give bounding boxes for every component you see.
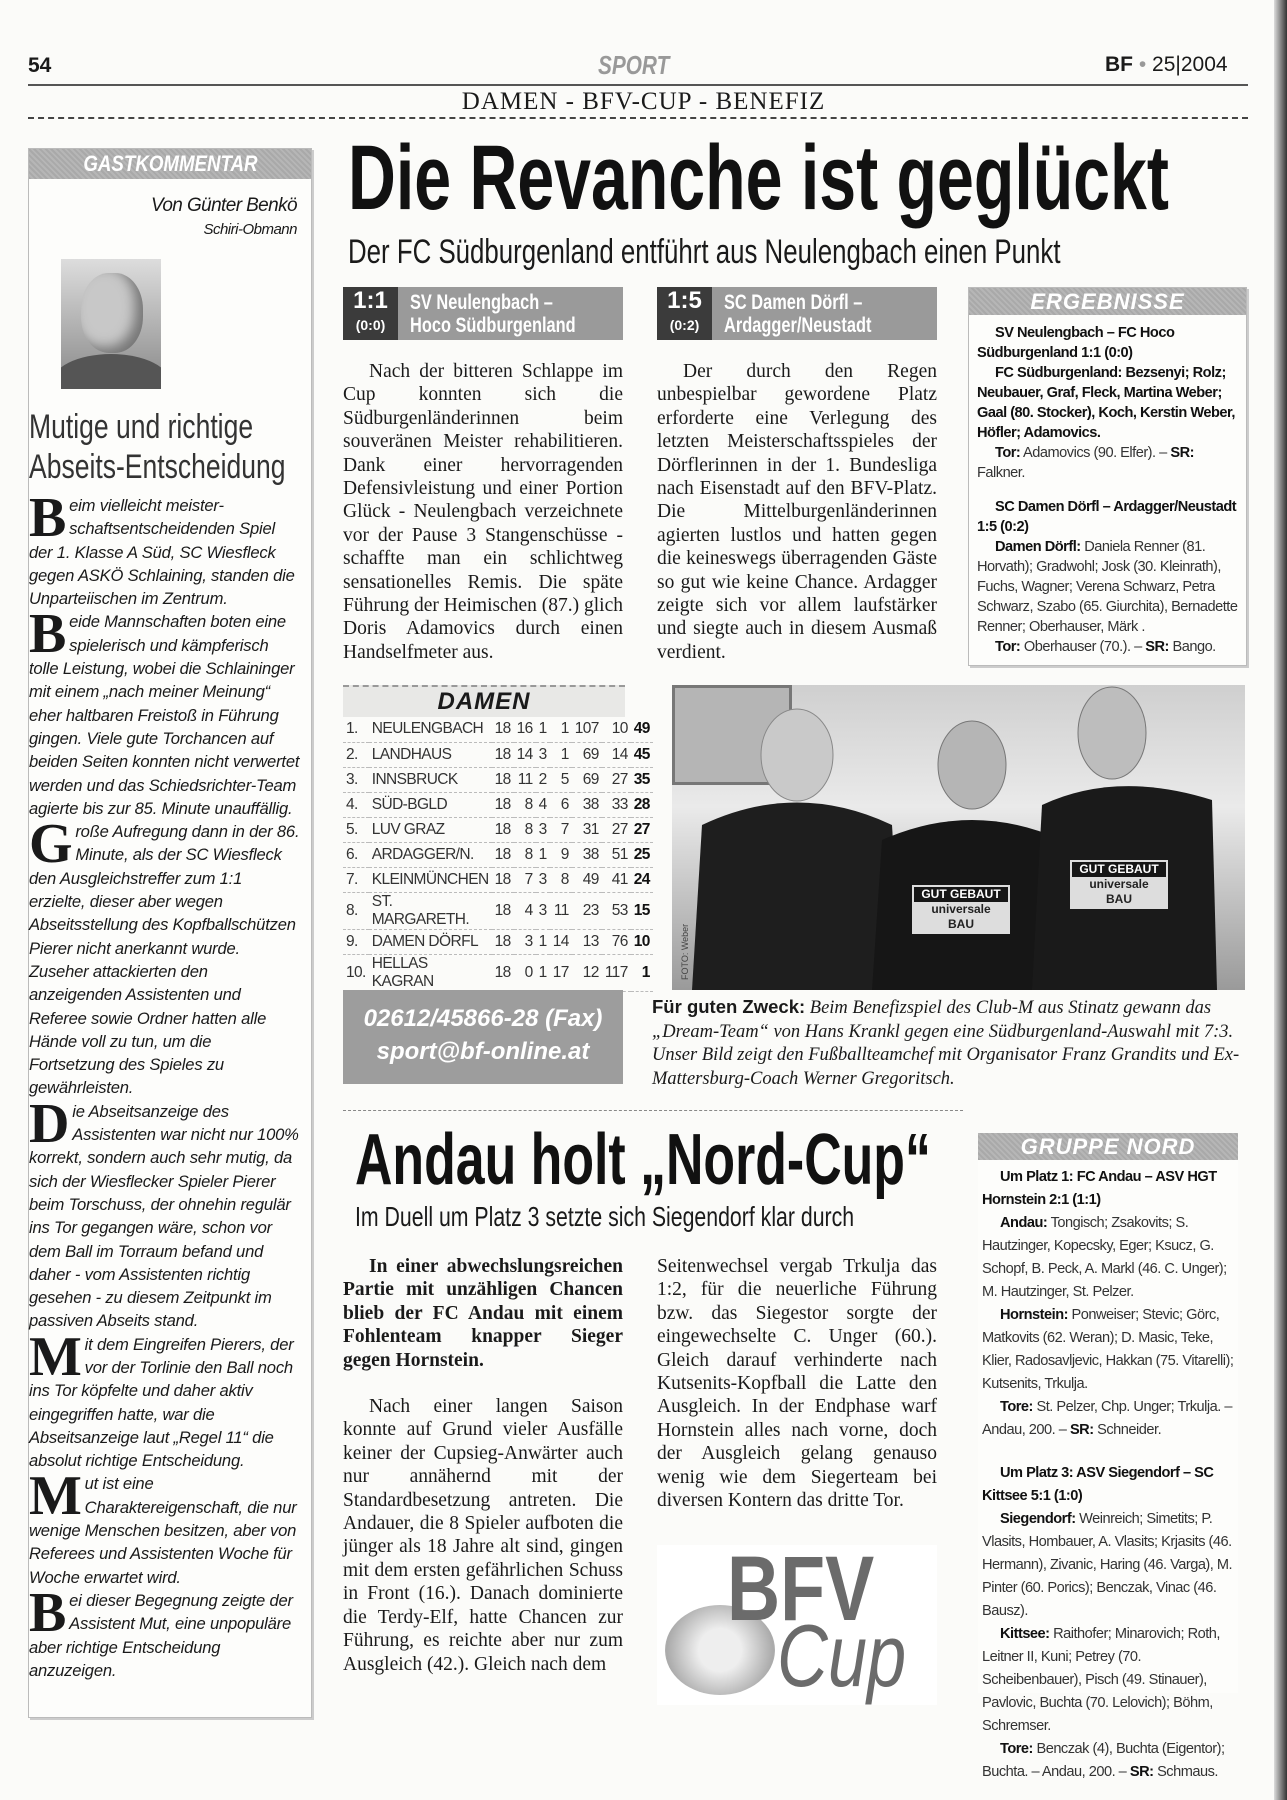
commentary-author: Von Günter Benkö (150, 195, 297, 216)
publication-name: BF (1105, 53, 1133, 76)
caption-text: Beim Benefizspiel des Club-M aus Stinatz gewann das „Dream-Team“ von Hans Krankl gegen eine Südburgenland-Auswahl mit 7:3. Unser Bild zeigt den Fußballteamchef mit Organisator Franz Grandits und Ex-Mattersburg-Coach Werner Gregoritsch. (652, 998, 1240, 1089)
standings-cell: 41 (602, 867, 631, 892)
standings-cell: 8 (514, 817, 536, 842)
cup-subheadline: Im Duell um Platz 3 setzte sich Siegendorf klar durch (355, 1201, 855, 1232)
results-game1-title: SV Neulengbach – FC Hoco Südburgenland 1:1 (0:0) (977, 325, 1175, 361)
standings-cell: 69 (572, 742, 602, 767)
standings-row (343, 892, 653, 929)
standings-cell: 7. (343, 867, 369, 892)
standings-cell: 0 (514, 954, 536, 991)
standings-cell: 2. (343, 742, 369, 767)
standings-cell: 35 (631, 767, 653, 792)
shirt-sponsor-2: GUT GEBAUT universale BAU (1070, 860, 1168, 909)
standings-cell: 1 (536, 842, 550, 867)
standings-cell: 13 (572, 929, 602, 954)
standings-cell: 1. (343, 717, 369, 742)
commentary-paragraph: Mit dem Eingreifen Pierers, der vor der Torlinie den Ball noch ins Tor köpfelte und daher aktiv eingegriffen hatte, war die Abseitsanzeige laut „Regel 11“ die absolut richtige Entscheidung. (29, 1325, 294, 1471)
standings-cell: 8 (514, 842, 536, 867)
standings-cell: 27 (602, 817, 631, 842)
standings-rows (343, 717, 653, 992)
drop-cap: B (29, 603, 67, 666)
guest-commentary (28, 148, 312, 1718)
results-game1-lineup: FC Südburgenland: Bezsenyi; Rolz; Neubauer, Graf, Fleck, Martina Weber; Gaal (80. Stocker), Koch, Kerstin Weber, Höfler; Adamovics. (977, 365, 1235, 441)
author-photo (61, 259, 161, 389)
standings-cell: 2 (536, 767, 550, 792)
group-game2-team2: Kittsee: Raithofer; Minarovich; Roth, Leitner II, Kuni; Petrey (70. Scheibenbauer), Pisch (49. Stinauer), Pavlovic, Buchta (70. Lelovich); Böhm, Schremser. (982, 1626, 1220, 1734)
standings-cell: SÜD-BGLD (369, 792, 492, 817)
group-game2-goals: Tore: Benczak (4), Buchta (Eigentor); Buchta. – Andau, 200. – SR: Schmaus. (982, 1741, 1225, 1780)
standings-row (343, 842, 653, 867)
commentary-paragraph: Bei dieser Begegnung zeigte der Assistent Mut, eine unpopuläre aber richtige Entscheidung anzuzeigen. (29, 1581, 293, 1680)
standings-cell: 5. (343, 817, 369, 842)
match2-score: 1:5 (0:2) (657, 287, 712, 340)
standings-cell: 10 (602, 717, 631, 742)
issue-info (1105, 53, 1228, 77)
results-game2-lineup: Damen Dörfl: Daniela Renner (81. Horvath); Gradwohl; Josk (30. Kleinrath), Fuchs, Wagner; Verena Schwarz, Petra Schwarz, Szabo (65. Giurchita), Bernadette Renner; Oberhauser, Märk . (977, 539, 1238, 635)
standings-cell: 45 (631, 742, 653, 767)
results-game2-title: SC Damen Dörfl – Ardagger/Neustadt 1:5 (0:2) (977, 499, 1237, 535)
standings-cell: 14 (550, 929, 572, 954)
standings-cell: 4 (514, 892, 536, 929)
standings-cell: 27 (602, 767, 631, 792)
group-game2-title: Um Platz 3: ASV Siegendorf – SC Kittsee 5:1 (1:0) (982, 1465, 1214, 1504)
standings-cell: 18 (492, 767, 514, 792)
standings-cell: 12 (572, 954, 602, 991)
benefit-photo (672, 685, 1245, 990)
standings-cell: 5 (550, 767, 572, 792)
standings-cell: 18 (492, 792, 514, 817)
bullet: • (1138, 53, 1153, 76)
issue-number: 25 (1152, 53, 1176, 76)
results-box (968, 287, 1247, 666)
standings-cell: 3 (536, 817, 550, 842)
standings-row (343, 717, 653, 742)
results-game1-goals: Tor: Adamovics (90. Elfer). – SR: Falkner. (977, 445, 1194, 481)
contact-email[interactable]: sport@bf-online.at (376, 1038, 590, 1065)
standings-row (343, 817, 653, 842)
standings-cell: 3. (343, 767, 369, 792)
standings-cell: 3 (536, 742, 550, 767)
standings-row (343, 792, 653, 817)
standings-cell: 9. (343, 929, 369, 954)
standings-cell: 6. (343, 842, 369, 867)
match1-score: 1:1 (0:0) (343, 287, 398, 340)
standings-cell: 7 (514, 867, 536, 892)
standings-row (343, 954, 653, 991)
standings-cell: 49 (631, 717, 653, 742)
cup-text-col2: Seitenwechsel vergab Trkulja das 1:2, für die neuerliche Führung bzw. das Siegestor sorgte der eingewechselte C. Unger (60.). Gleich darauf verhinderte nach Kutsenits-Kopfball die Latte den Ausgleich. In der Endphase warf Hornstein alles nach vorne, doch der Ausgleich gelang genauso wenig wie dem Siegerteam bei diversen Kontern das dritte Tor. (657, 1256, 937, 1512)
issue-separator: | (1175, 53, 1181, 76)
standings-cell: 1 (550, 717, 572, 742)
standings-cell: 14 (602, 742, 631, 767)
issue-year: 2004 (1180, 53, 1228, 76)
match2-teams: SC Damen Dörfl – Ardagger/Neustadt (724, 291, 872, 337)
standings-cell: 15 (631, 892, 653, 929)
standings-cell: LUV GRAZ (369, 817, 492, 842)
commentary-author-role: Schiri-Obmann (203, 221, 297, 238)
standings-cell: 18 (492, 717, 514, 742)
cup-body-1: Nach einer langen Saison konnte auf Grund vieler Ausfälle keiner der Cupsieg-Anwärter auch nur annähernd mit der Standardbesetzung antreten. Die Andauer, die 8 Spieler aufboten die jünger als 18 Jahre alt sind, gingen mit dem ersten gefährlichen Schuss in Front (16.). Danach dominierte die Terdy-Elf, hatte Chancen zur Führung, es reichte aber nur zum Ausgleich (42.). Gleich nach dem (343, 1396, 623, 1675)
standings-row (343, 867, 653, 892)
standings-cell: ARDAGGER/N. (369, 842, 492, 867)
standings-cell: 7 (550, 817, 572, 842)
author-face (81, 273, 143, 353)
group-north-box (978, 1133, 1238, 1780)
standings-cell: NEULENGBACH (369, 717, 492, 742)
standings-cell: 4 (536, 792, 550, 817)
standings-cell: 14 (514, 742, 536, 767)
standings-cell: 24 (631, 867, 653, 892)
topics-line: DAMEN - BFV-CUP - BENEFIZ (461, 88, 826, 115)
standings-cell: 49 (572, 867, 602, 892)
commentary-headline (29, 407, 313, 487)
section-title-text: SPORT (598, 50, 670, 80)
standings-cell: LANDHAUS (369, 742, 492, 767)
standings-cell: ST. MARGARETH. (369, 892, 492, 929)
standings-table (343, 685, 650, 992)
commentary-paragraph: Beim vielleicht meister-schaftsentscheidenden Spiel der 1. Klasse A Süd, SC Wiesfleck gegen ASKÖ Schlaining, standen die Unparteiischen im Zentrum. (29, 487, 295, 609)
standings-cell: 107 (572, 717, 602, 742)
commentary-headline-line2: Abseits-Entscheidung (29, 448, 286, 486)
match1-text: Nach der bitteren Schlappe im Cup konnten sich die Südburgenländerinnen beim souveränen Meister rehabilitieren. Dank einer hervorragenden Defensivleistung und einer Portion Glück - Neulengbach verzeichnete vor der Pause 3 Stangenschüsse - schaffte man ein schlichtweg sensationelles Remis. Die späte Führung der Heimischen (87.) glich Doris Adamovics durch einen Handselfmeter aus. (343, 361, 623, 663)
match2-header (657, 287, 937, 340)
drop-cap: B (29, 487, 67, 549)
match1-header (343, 287, 623, 340)
standings-cell: 53 (602, 892, 631, 929)
standings-row (343, 742, 653, 767)
standings-cell: 1 (550, 742, 572, 767)
caption-lead: Für guten Zweck: (652, 996, 806, 1017)
section-divider (343, 1110, 963, 1111)
drop-cap: B (29, 1581, 67, 1644)
standings-cell: 23 (572, 892, 602, 929)
standings-cell: 11 (514, 767, 536, 792)
commentary-paragraph: Die Abseitsanzeige des Assistenten war nicht nur 100% korrekt, sondern auch sehr mutig, da sich der Wiesflecker Spieler Pierer beim Torschuss, der ohnehin regulär ins Tor gegangen wäre, schon vor dem Ball im Torraum befand und daher - vom Assistenten richtig gesehen - zu diesem Zeitpunkt im passiven Abseits stand. (29, 1092, 299, 1331)
standings-cell: 3 (536, 867, 550, 892)
standings-cell: 18 (492, 817, 514, 842)
bfv-cup-logo (657, 1538, 937, 1705)
standings-cell: 33 (602, 792, 631, 817)
standings-cell: 18 (492, 842, 514, 867)
standings-cell: 16 (514, 717, 536, 742)
shirt-sponsor-1: GUT GEBAUT universale BAU (912, 885, 1010, 934)
standings-cell: 38 (572, 842, 602, 867)
standings-cell: 18 (492, 954, 514, 991)
standings-cell: 18 (492, 892, 514, 929)
standings-cell: 1 (536, 929, 550, 954)
cup-headline: Andau holt „Nord-Cup“ (355, 1120, 931, 1200)
commentary-label: GASTKOMMENTAR (29, 149, 311, 179)
drop-cap: M (29, 1325, 82, 1388)
standings-cell: 3 (536, 892, 550, 929)
logo-cup: Cup (777, 1606, 907, 1705)
contact-box (343, 990, 623, 1084)
standings-cell: 8 (514, 792, 536, 817)
results-game2-goals: Tor: Oberhauser (70.). – SR: Bango. (995, 639, 1216, 655)
photo-caption (652, 995, 1244, 1091)
standings-cell: 117 (602, 954, 631, 991)
standings-cell: 8 (550, 867, 572, 892)
section-title (598, 50, 687, 81)
standings-cell: 51 (602, 842, 631, 867)
logo-bfv: BFV (727, 1538, 875, 1640)
standings-title: DAMEN (343, 685, 625, 717)
cup-lead: In einer abwechslungsreichen Partie mit unzähligen Chancen blieb der FC Andau mit einem Fohlenteam knapper Sieger gegen Hornstein. (343, 1256, 623, 1371)
commentary-paragraph: Große Aufregung dann in der 86. Minute, als der SC Wiesfleck den Ausgleichstreffer zum 1:1 erzielte, dieser aber wegen Abseitsstellung des Kopfballschützen Pierer nicht anerkannt wurde. Zuseher attackierten den anzeigenden Assistenten und Referee sowie Ordner hatten alle Hände voll zu tun, um die Fortsetzung des Spieles zu gewährleisten. (29, 813, 300, 1098)
commentary-headline-line1: Mutige und richtige (29, 408, 254, 446)
group-game1-goals: Tore: St. Pelzer, Chp. Unger; Trkulja. – Andau, 200. – SR: Schneider. (982, 1399, 1232, 1438)
group-game1-team2: Hornstein: Ponweiser; Stevic; Görc, Matkovits (62. Weran); D. Masic, Teke, Klier, Radosavljevic, Hakkan (75. Vitarelli); Kutsenits, Trkulja. (982, 1307, 1234, 1392)
standings-cell: 38 (572, 792, 602, 817)
cup-text-col1 (343, 1255, 623, 1676)
standings-cell: 25 (631, 842, 653, 867)
standings-cell: INNSBRUCK (369, 767, 492, 792)
drop-cap: G (29, 813, 73, 876)
results-label: ERGEBNISSE (969, 288, 1246, 315)
commentary-paragraph: Mut ist eine Charaktereigenschaft, die nur wenige Menschen besitzen, aber von Referees und Assistenten Woche für Woche erwartet wird. (29, 1465, 297, 1587)
photo-people (672, 685, 1245, 990)
topics-rule (28, 117, 1248, 119)
standings-cell: 11 (550, 892, 572, 929)
standings-cell: 6 (550, 792, 572, 817)
drop-cap: D (29, 1092, 70, 1155)
standings-cell: 18 (492, 867, 514, 892)
header-rule (28, 84, 1248, 86)
standings-cell: 18 (492, 929, 514, 954)
standings-cell: 69 (572, 767, 602, 792)
contact-fax: 02612/45866-28 (Fax) (363, 1005, 603, 1032)
standings-cell: 1 (631, 954, 653, 991)
standings-cell: DAMEN DÖRFL (369, 929, 492, 954)
standings-row (343, 767, 653, 792)
group-game1-title: Um Platz 1: FC Andau – ASV HGT Hornstein 2:1 (1:1) (982, 1169, 1217, 1208)
photo-credit: FOTO: Weber (680, 923, 690, 980)
match2-text: Der durch den Regen unbespielbar gewordene Platz erforderte eine Verlegung des letzten Meisterschaftsspieles der Dörflerinnen in der 1. Bundesliga nach Eisenstadt auf den BFV-Platz. Die Mittelburgenländerinnen agierten lustlos und hatten gegen die keineswegs überragenden Gäste so gut wie keine Chance. Ardagger zeigte sich vor allem laufstärker und siegte auch in diesem Ausmaß verdient. (657, 361, 937, 663)
standings-cell: 1 (536, 717, 550, 742)
standings-cell: 3 (514, 929, 536, 954)
standings-cell: HELLAS KAGRAN (369, 954, 492, 991)
standings-cell: 10 (631, 929, 653, 954)
page-number: 54 (28, 54, 52, 77)
drop-cap: M (29, 1465, 82, 1528)
standings-cell: KLEINMÜNCHEN (369, 867, 492, 892)
group-game1-team1: Andau: Tongisch; Zsakovits; S. Hautzinger, Kopecsky, Eger; Ksucz, G. Schopf, B. Peck, A. Markl (46. C. Unger); M. Hautzinger, St. Pelzer. (982, 1215, 1227, 1300)
standings-cell: 27 (631, 817, 653, 842)
main-headline: Die Revanche ist geglückt (348, 127, 1169, 229)
standings-row (343, 929, 653, 954)
standings-cell: 1 (536, 954, 550, 991)
standings-cell: 28 (631, 792, 653, 817)
match1-teams: SV Neulengbach – Hoco Südburgenland (410, 291, 576, 337)
standings-cell: 8. (343, 892, 369, 929)
standings-cell: 4. (343, 792, 369, 817)
commentary-paragraph: Beide Mannschaften boten eine spielerisch und kämpferisch tolle Leistung, wobei die Schlaininger mit einem „nach meiner Meinung“ eher haltbaren Freistoß in Führung gingen. Viele gute Torchancen auf beiden Seiten konnten nicht verwertet werden und das Schiedsrichter-Team agierte bis zur 85. Minute unauffällig. (29, 603, 300, 818)
group-north-label: GRUPPE NORD (978, 1133, 1238, 1160)
author-shoulders (61, 354, 161, 389)
standings-cell: 10. (343, 954, 369, 991)
standings-cell: 9 (550, 842, 572, 867)
standings-cell: 31 (572, 817, 602, 842)
commentary-body (29, 487, 301, 1682)
main-subheadline: Der FC Südburgenland entführt aus Neulengbach einen Punkt (348, 233, 1061, 271)
standings-cell: 76 (602, 929, 631, 954)
standings-cell: 17 (550, 954, 572, 991)
standings-cell: 18 (492, 742, 514, 767)
group-game2-team1: Siegendorf: Weinreich; Simetits; P. Vlasits, Hombauer, A. Vlasits; Krjasits (46. Hermann), Zivanic, Haring (46. Varga), M. Pinter (60. Porics); Benczak, Vinac (46. Bausz). (982, 1511, 1233, 1619)
